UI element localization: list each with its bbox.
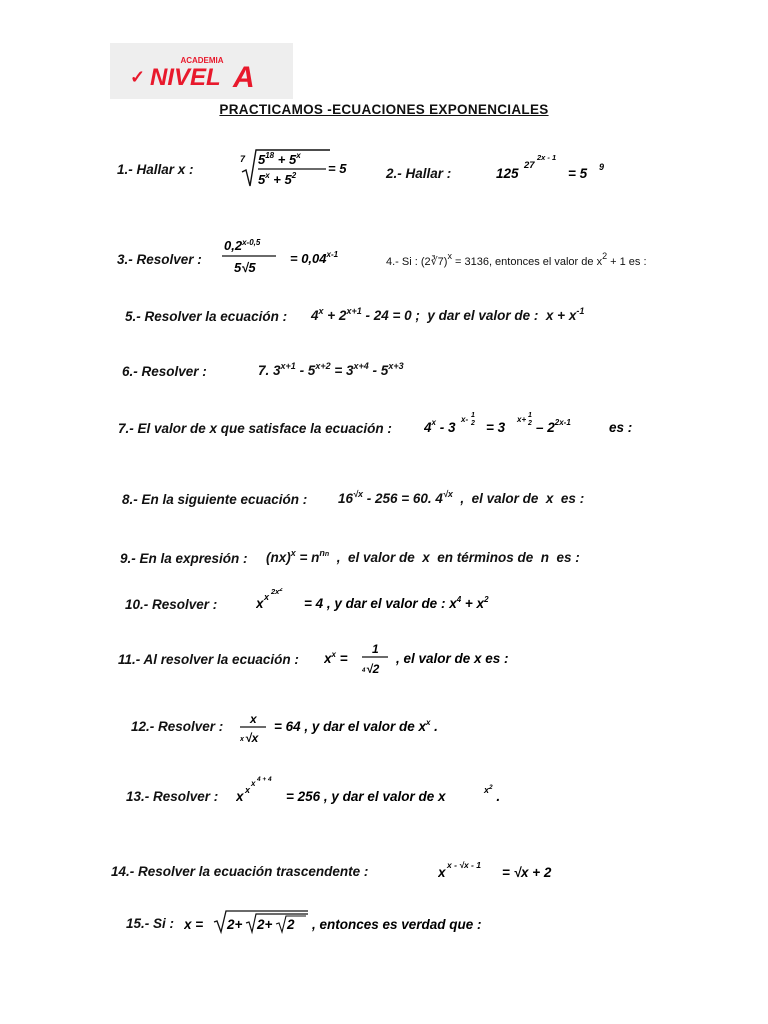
svg-text:x: x (236, 789, 244, 804)
svg-text:1: 1 (528, 412, 532, 419)
logo-top-text: ACADEMIA (180, 56, 224, 65)
logo-graphic (110, 43, 293, 99)
problem-7-label: 7.- El valor de x que satisface la ecuación : (118, 421, 392, 436)
problem-7-expression (424, 410, 639, 443)
problem-11-label: 11.- Al resolver la ecuación : (118, 652, 299, 667)
problem-8-expression: $16^{√x} - 256 = 60$. $4^{√x}$ , el valor de x es : (338, 489, 585, 506)
svg-text:= 3: = 3 (486, 420, 506, 435)
svg-text:x+: x+ (517, 415, 527, 424)
problem-4-label: 4.- Si : (386, 256, 418, 268)
problem-1-expression (240, 148, 350, 193)
svg-text:4: 4 (362, 668, 366, 674)
svg-text:x =: x = (184, 917, 204, 932)
svg-text:x: x (240, 736, 244, 743)
svg-text:x: x (438, 865, 446, 880)
svg-text:4 + 4: 4 + 4 (257, 776, 272, 783)
page-title: PRACTICAMOS -ECUACIONES EXPONENCIALES (219, 102, 549, 117)
svg-text:x: x (256, 596, 264, 611)
problem-11-expression (324, 642, 544, 681)
svg-text:1: 1 (471, 412, 475, 419)
problem-4-expression: 4.- Si : (2∛7)$^x$ = 3136, entonces el valor de $x^2 + 1$ es : (386, 251, 647, 268)
svg-text:, el valor de x es :: , el valor de x es : (396, 651, 509, 666)
problem-10-label: 10.- Resolver : (125, 597, 218, 612)
svg-text:= 256 , y dar el valor de x: = 256 , y dar el valor de x (286, 789, 446, 804)
svg-text:5x + 52: $5^x + 5^2$ (258, 171, 297, 187)
svg-text:x-: x- (461, 415, 469, 424)
problem-10-expression (256, 588, 546, 617)
svg-text:9: 9 (599, 162, 605, 172)
svg-text:√2: √2 (366, 662, 380, 676)
problem-8-label: 8.- En la siguiente ecuación : (122, 492, 308, 507)
svg-text:x2 .: $x^2$ . (484, 784, 501, 804)
problem-12-label: 12.- Resolver : (131, 719, 224, 734)
problem-13-expression (236, 774, 506, 809)
problem-2-label: 2.- Hallar : (386, 166, 452, 181)
svg-text:, entonces es verdad que :: , entonces es verdad que : (312, 917, 482, 932)
svg-text:– 22x-1: – $2^{2x-1}$ (536, 418, 571, 435)
problem-5-label: 5.- Resolver la ecuación : (125, 309, 288, 324)
svg-text:x: x (245, 785, 251, 795)
svg-text:4x - 3: 4$^x$ - 3 (424, 418, 456, 435)
svg-text:7: 7 (240, 154, 246, 164)
svg-text:2+: 2+ (227, 917, 243, 932)
svg-text:518 + 5x: $5^{18} + 5^x$ (258, 151, 301, 167)
svg-text:0,2x-0,5: 0,2$^{x-0,5}$ (224, 238, 261, 253)
svg-text:= 4 , y dar el valor de :: = 4 , y dar el valor de : $x^4 + x^2$ (304, 595, 489, 611)
svg-text:27: 27 (524, 160, 535, 171)
svg-text:2x2: $2x^2$ (271, 588, 283, 596)
problem-2-expression (496, 150, 616, 187)
problem-14-expression (438, 856, 578, 887)
svg-text:2+: 2+ (257, 917, 273, 932)
academia-nivela-logo (110, 43, 293, 99)
svg-text:xx =: $x^x$ = (324, 650, 348, 666)
svg-text:= 0,04x-1: = 0,04$^{x-1}$ (290, 250, 339, 266)
svg-text:es :: es : (609, 420, 633, 435)
logo-main-text: NIVEL (150, 64, 221, 91)
svg-text:2: 2 (471, 420, 475, 427)
svg-text:√x: √x (245, 731, 259, 745)
svg-text:= √x + 2: = √x + 2 (502, 865, 552, 880)
problem-15-expression (184, 908, 504, 939)
problem-9-label: 9.- En la expresión : (120, 551, 248, 566)
problem-12-expression (240, 712, 480, 749)
svg-text:2: 2 (528, 420, 532, 427)
problem-9-expression: $(nx)^x = n^{nn}$ , el valor de x en términos de n es : (266, 548, 580, 565)
svg-text:x: x (250, 712, 257, 726)
problem-6-label: 6.- Resolver : (122, 364, 207, 379)
svg-text:1: 1 (372, 642, 379, 656)
svg-text:125: 125 (496, 166, 519, 181)
problem-1-label: 1.- Hallar x : (117, 162, 194, 177)
svg-text:5√5: 5√5 (234, 260, 256, 275)
svg-text:x: x (264, 592, 270, 602)
radical-icon (240, 148, 350, 190)
logo-accent-letter: A (233, 61, 255, 94)
problem-15-label: 15.- Si : (126, 916, 175, 931)
problem-3-label: 3.- Resolver : (117, 252, 202, 267)
svg-text:x: x (251, 779, 256, 788)
svg-text:2x - 1: 2x - 1 (537, 153, 557, 162)
problem-3-expression (222, 236, 372, 281)
svg-text:2: 2 (287, 917, 295, 932)
svg-text:x - √x - 1: x - √x - 1 (447, 860, 481, 870)
logo-check-icon: ✓ (130, 67, 146, 87)
problem-14-label: 14.- Resolver la ecuación trascendente : (111, 864, 369, 879)
svg-text:= 64 , y dar el valor de xx: = 64 , y dar el valor de $x^x$ . (274, 718, 438, 734)
problem-13-label: 13.- Resolver : (126, 789, 219, 804)
svg-text:= 5: = 5 (328, 161, 347, 176)
problem-5-expression: $4^x + 2^{x+1} - 24 = 0$ ; y dar el valor de : $x + x^{-1}$ (311, 306, 585, 323)
svg-text:= 5: = 5 (568, 166, 588, 181)
problem-6-expression: 7. $3^{x+1} - 5^{x+2} = 3^{x+4} - 5^{x+3}$ (258, 361, 404, 378)
